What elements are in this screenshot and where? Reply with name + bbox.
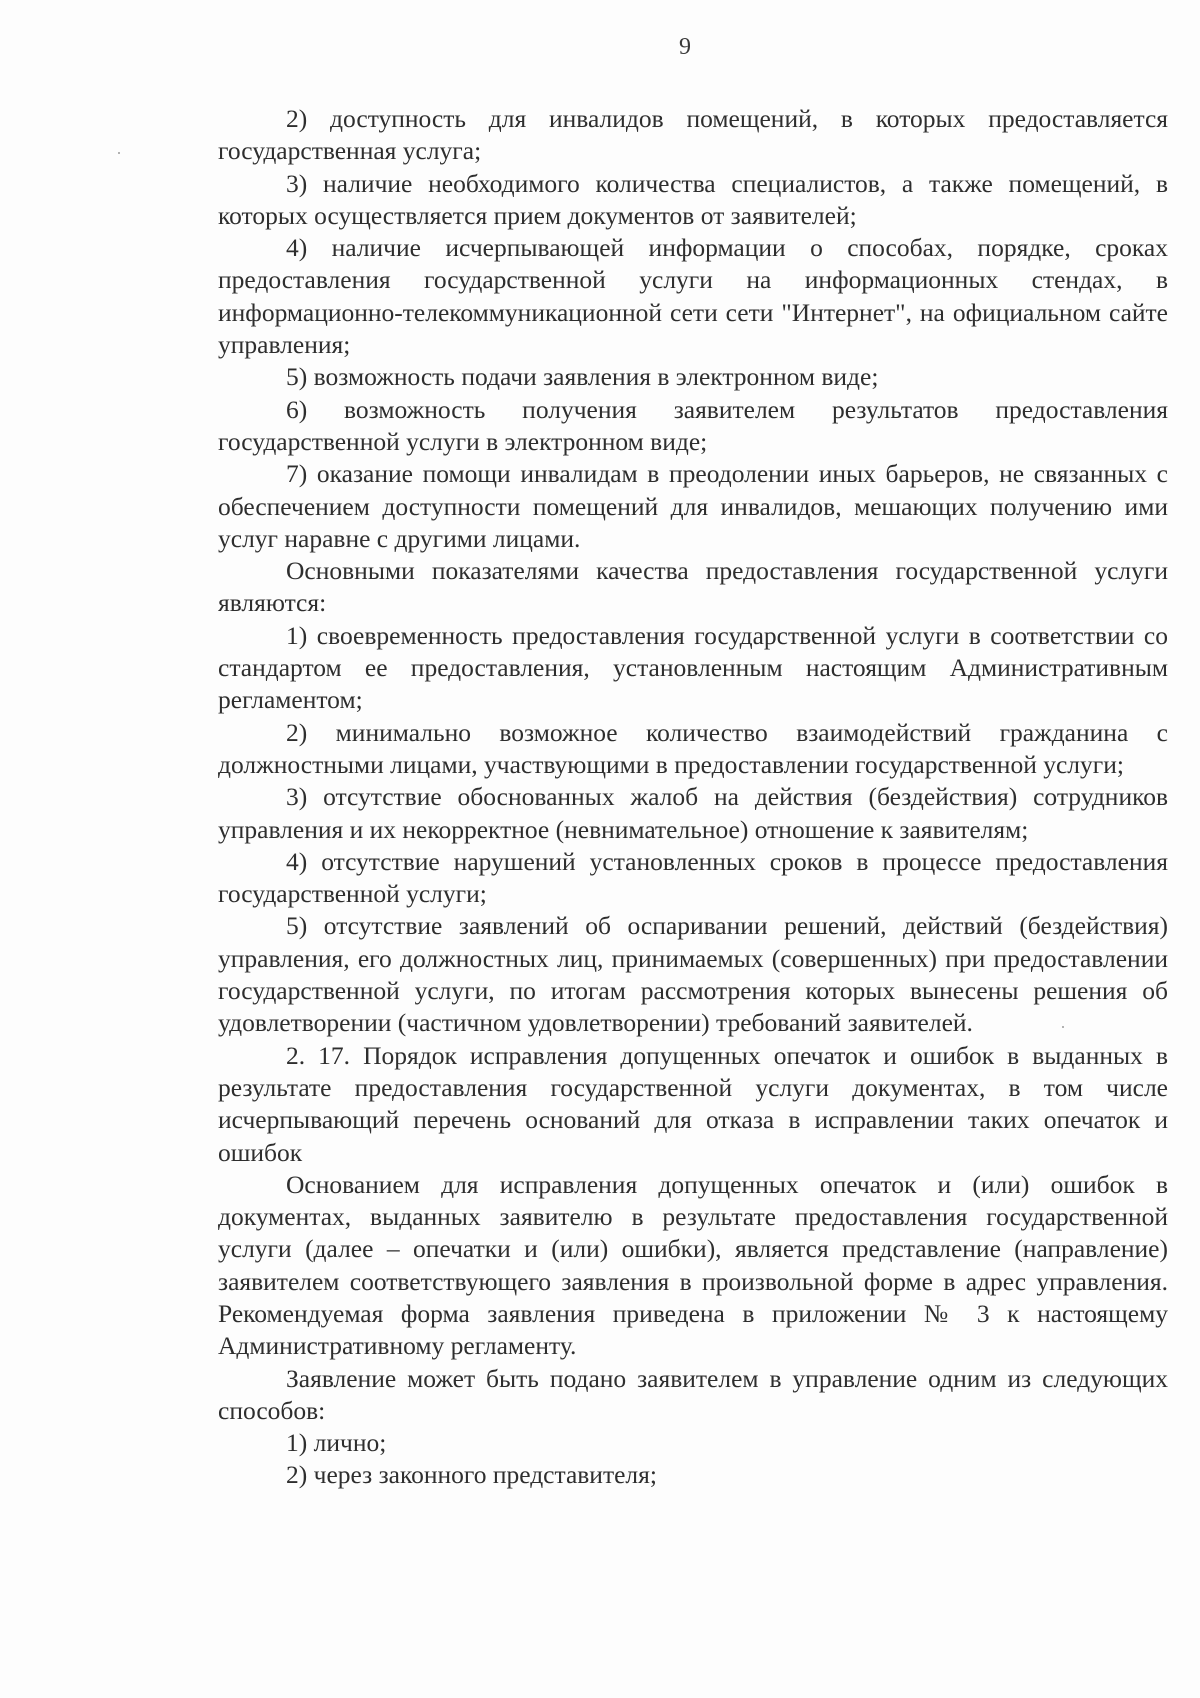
paragraph: 5) возможность подачи заявления в электронном виде; — [286, 362, 879, 392]
paragraph: Заявление может быть подано заявителем в управление одним из следующих способов: — [218, 1363, 1168, 1425]
paragraph: 2) доступность для инвалидов помещений, в которых предоставляется государственная услуга; — [218, 104, 1168, 166]
paragraph: Основанием для исправления допущенных опечаток и (или) ошибок в документах, выданных заявителю в результате предоставления государственной услуги (далее – опечатки и (или) ошибки), является представление (направление) заявителем соответствующего заявления в произвольной форме в адрес управления. Рекомендуемая форма заявления приведена в приложении № 3 к настоящему Административному регламенту. — [218, 1169, 1168, 1361]
document-body — [218, 103, 1168, 1492]
paragraph: 3) отсутствие обоснованных жалоб на действия (бездействия) сотрудников управления и их некорректное (невнимательное) отношение к заявителям; — [218, 782, 1168, 844]
paragraph: 7) оказание помощи инвалидам в преодолении иных барьеров, не связанных с обеспечением доступности помещений для инвалидов, мешающих получению ими услуг наравне с другими лицами. — [218, 459, 1168, 553]
list-item: 1) лично; — [286, 1428, 387, 1458]
paragraph: 1) своевременность предоставления государственной услуги в соответствии со стандартом ее предоставления, установленным настоящим Административным регламентом; — [218, 620, 1168, 715]
scan-speck — [118, 152, 120, 154]
page-number: 9 — [679, 34, 691, 60]
paragraph: 4) отсутствие нарушений установленных сроков в процессе предоставления государственной услуги; — [218, 846, 1168, 909]
paragraph: 5) отсутствие заявлений об оспаривании решений, действий (бездействия) управления, его должностных лиц, принимаемых (совершенных) при предоставлении государственной услуги, по итогам рассмотрения которых вынесены решения об удовлетворении (частичном удовлетворении) требований заявителей. — [218, 911, 1168, 1038]
paragraph: 6) возможность получения заявителем результатов предоставления государственной услуги в электронном виде; — [218, 394, 1168, 456]
paragraph: Основными показателями качества предоставления государственной услуги являются: — [218, 556, 1168, 618]
section-heading: 2. 17. Порядок исправления допущенных опечаток и ошибок в выданных в результате предоставления государственной услуги документах, в том числе исчерпывающий перечень оснований для отказа в исправлении таких опечаток и ошибок — [218, 1040, 1168, 1167]
paragraph: 3) наличие необходимого количества специалистов, а также помещений, в которых осуществляется прием документов от заявителей; — [218, 168, 1168, 230]
list-item: 2) через законного представителя; — [286, 1460, 657, 1490]
paragraph: 2) минимально возможное количество взаимодействий гражданина с должностными лицами, участвующими в предоставлении государственной услуги; — [218, 717, 1168, 779]
paragraph: 4) наличие исчерпывающей информации о способах, порядке, сроках предоставления государственной услуги на информационных стендах, в информационно-телекоммуникационной сети сети "Интернет", на официальном сайте управления; — [218, 233, 1168, 360]
